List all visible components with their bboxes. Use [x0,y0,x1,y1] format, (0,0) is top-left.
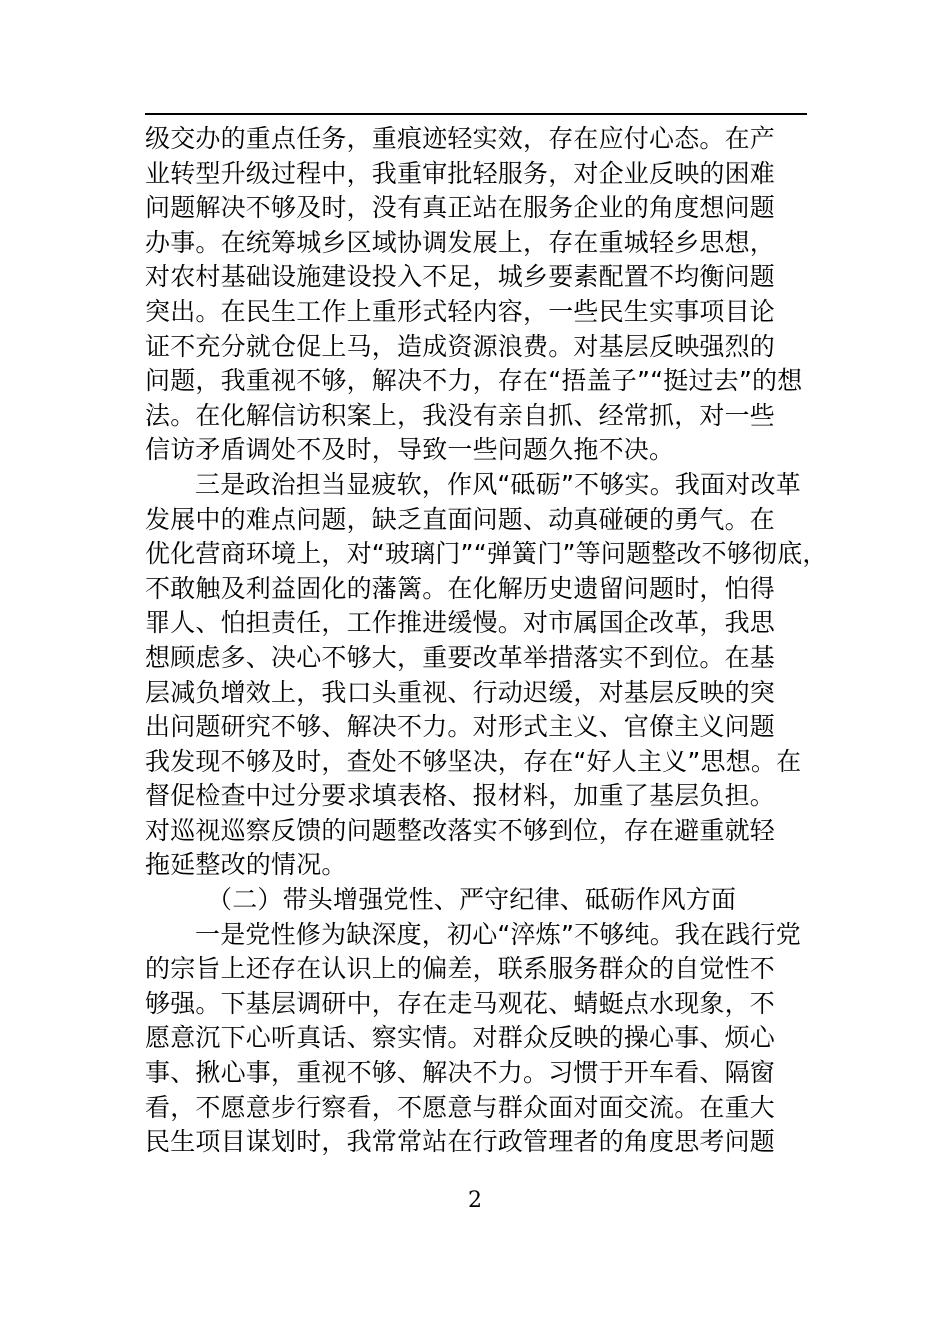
text-line: 对农村基础设施建设投入不足，城乡要素配置不均衡问题 [145,262,776,292]
text-line: 民生项目谋划时，我常常站在行政管理者的角度思考问题 [145,1127,776,1157]
text-line: 不敢触及利益固化的藩篱。在化解历史遗留问题时，怕得 [145,573,776,603]
section-heading: （二）带头增强党性、严守纪律、砥砺作风方面 [207,885,737,915]
text-line: 出问题研究不够、解决不力。对形式主义、官僚主义问题 [145,712,776,742]
text-line: 想顾虑多、决心不够大，重要改革举措落实不到位。在基 [145,642,776,672]
text-line: 业转型升级过程中，我重审批轻服务，对企业反映的困难 [145,158,776,188]
text-line: 对巡视巡察反馈的问题整改落实不够到位，存在避重就轻 [145,815,776,845]
text-line: 问题解决不够及时，没有真正站在服务企业的角度想问题 [145,193,776,223]
text-line: 法。在化解信访积案上，我没有亲自抓、经常抓，对一些 [145,400,776,430]
page-number: 2 [468,1188,482,1213]
text-line: 突出。在民生工作上重形式轻内容，一些民生实事项目论 [145,296,776,326]
text-line: 事、揪心事，重视不够、解决不力。习惯于开车看、隔窗 [145,1058,776,1088]
body-text [145,122,845,1160]
text-line: 办事。在统筹城乡区域协调发展上，存在重城轻乡思想， [145,227,776,257]
text-line: 层减负增效上，我口头重视、行动迟缓，对基层反映的突 [145,677,776,707]
text-line: 级交办的重点任务，重痕迹轻实效，存在应付心态。在产 [145,124,776,153]
text-line: 罪人、怕担责任，工作推进缓慢。对市属国企改革，我思 [145,608,776,638]
text-line: 问题，我重视不够，解决不力，存在“捂盖子”“挺过去”的想 [145,366,803,396]
text-line: 优化营商环境上，对“玻璃门”“弹簧门”等问题整改不够彻底， [145,539,828,569]
text-line: 证不充分就仓促上马，造成资源浪费。对基层反映强烈的 [145,331,776,361]
header-rule [145,113,807,115]
text-line: 看，不愿意步行察看，不愿意与群众面对面交流。在重大 [145,1092,776,1122]
text-line: 拖延整改的情况。 [145,850,347,880]
paragraph-start-line: 一是党性修为缺深度，初心“淬炼”不够纯。我在践行党 [195,919,801,949]
text-line: 发展中的难点问题，缺乏直面问题、动真碰硬的勇气。在 [145,504,776,534]
text-line: 督促检查中过分要求填表格、报材料，加重了基层负担。 [145,781,776,811]
text-line: 我发现不够及时，查处不够坚决，存在“好人主义”思想。在 [145,746,802,776]
text-line: 的宗旨上还存在认识上的偏差，联系服务群众的自觉性不 [145,954,776,984]
paragraph-start-line: 三是政治担当显疲软，作风“砥砺”不够实。我面对改革 [195,469,801,499]
text-line: 够强。下基层调研中，存在走马观花、蜻蜓点水现象，不 [145,988,776,1018]
text-line: 愿意沉下心听真话、察实情。对群众反映的操心事、烦心 [145,1023,776,1053]
text-line: 信访矛盾调处不及时，导致一些问题久拖不决。 [145,435,675,465]
